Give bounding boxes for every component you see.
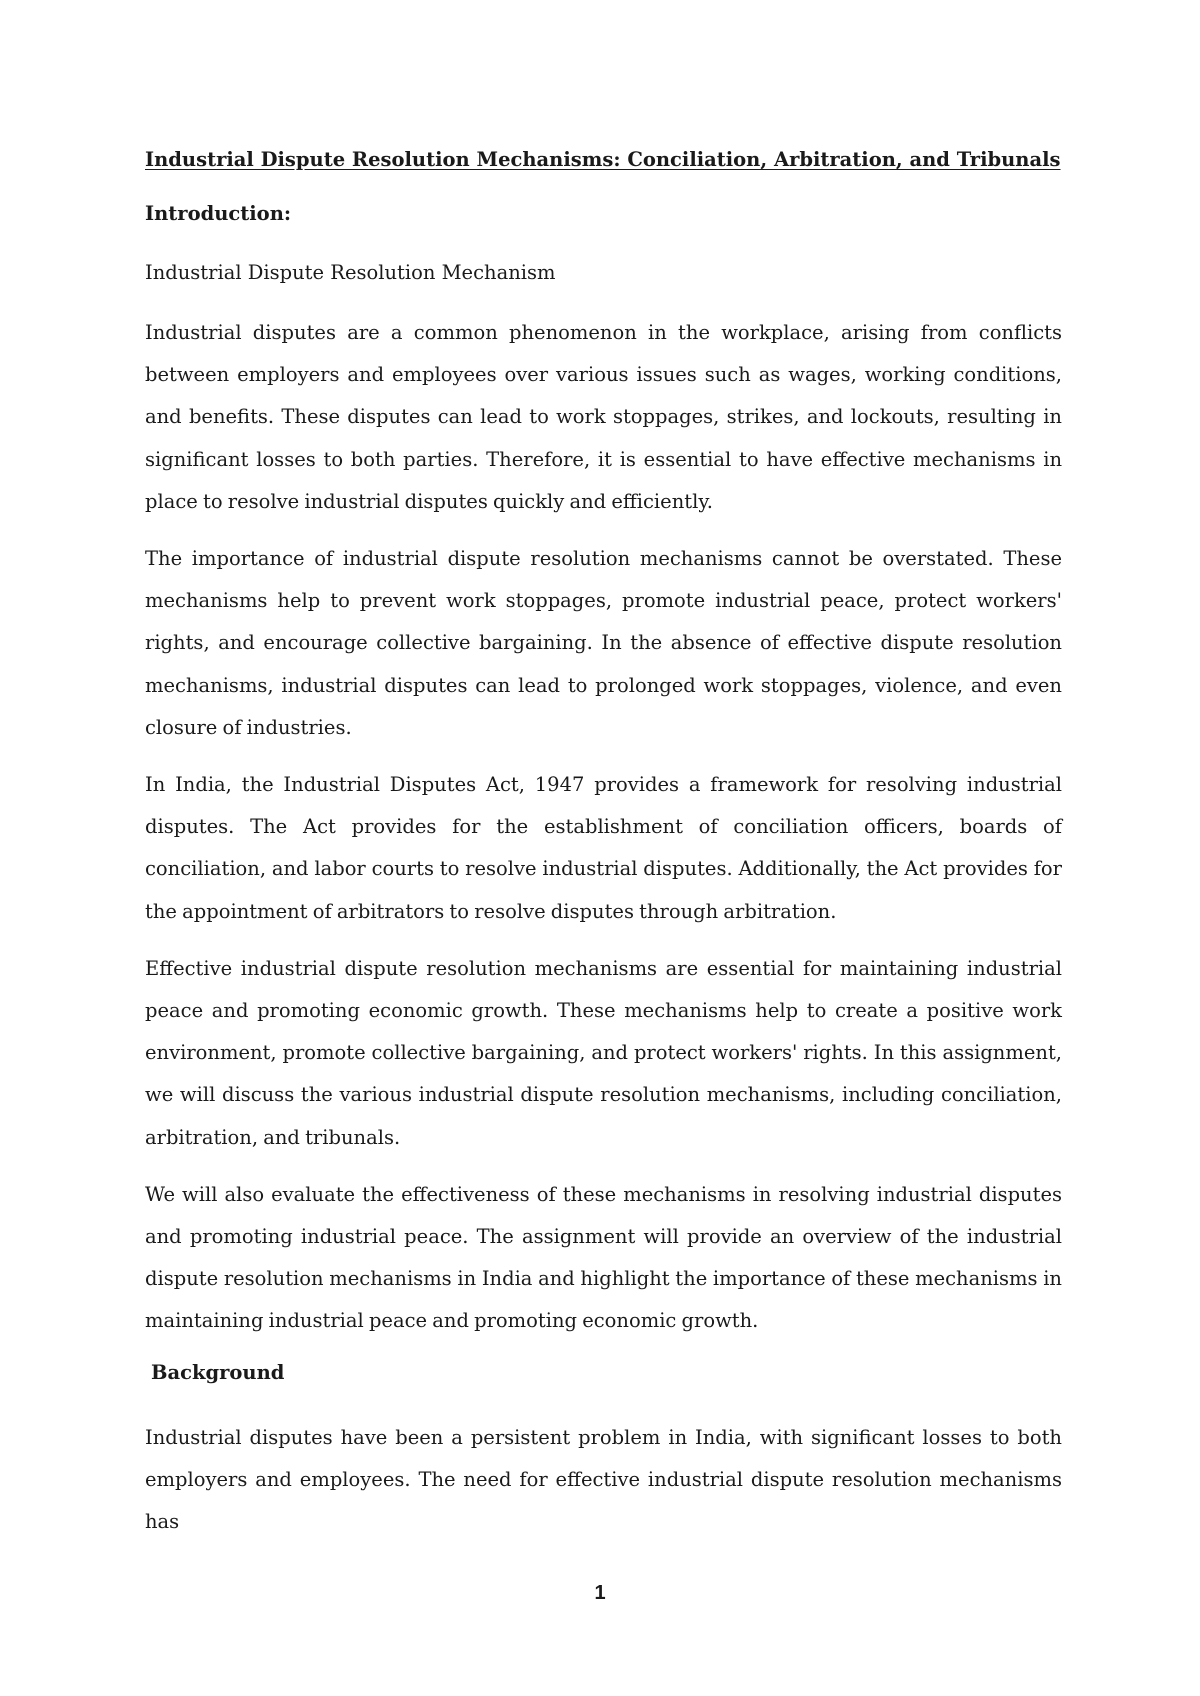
page-number: 1 [594, 1582, 606, 1604]
page-content [145, 145, 1062, 1558]
background-heading: Background [151, 1360, 285, 1384]
body-paragraph: We will also evaluate the effectiveness of these mechanisms in resolving industrial disputes and promoting industrial peace. The assignment will provide an overview of the industrial dispute resolution mechanisms in India and highlight the importance of these mechanisms in maintaining industrial peace and promoting economic growth. [145, 1182, 1062, 1333]
introduction-subtitle: Industrial Dispute Resolution Mechanism [145, 261, 556, 284]
body-paragraph: Effective industrial dispute resolution mechanisms are essential for maintaining industrial peace and promoting economic growth. These mechanisms help to create a positive work environment, promote collective bargaining, and protect workers' rights. In this assignment, we will discuss the various industrial dispute resolution mechanisms, including conciliation, arbitration, and tribunals. [145, 956, 1062, 1149]
introduction-heading: Introduction: [145, 202, 292, 225]
document-title: Industrial Dispute Resolution Mechanisms: Conciliation, Arbitration, and Tribunals [145, 148, 1061, 171]
body-paragraph: In India, the Industrial Disputes Act, 1947 provides a framework for resolving industrial disputes. The Act provides for the establishment of conciliation officers, boards of conciliation, and labor courts to resolve industrial disputes. Additionally, the Act provides for the appointment of arbitrators to resolve disputes through arbitration. [145, 773, 1062, 923]
body-paragraph: Industrial disputes are a common phenomenon in the workplace, arising from conflicts between employers and employees over various issues such as wages, working conditions, and benefits. These disputes can lead to work stoppages, strikes, and lockouts, resulting in significant losses to both parties. Therefore, it is essential to have effective mechanisms in place to resolve industrial disputes quickly and efficiently. [145, 321, 1062, 513]
body-paragraph: The importance of industrial dispute resolution mechanisms cannot be overstated. These mechanisms help to prevent work stoppages, promote industrial peace, protect workers' rights, and encourage collective bargaining. In the absence of effective dispute resolution mechanisms, industrial disputes can lead to prolonged work stoppages, violence, and even closure of industries. [145, 547, 1062, 739]
background-paragraph: Industrial disputes have been a persistent problem in India, with significant losses to both employers and employees. The need for effective industrial dispute resolution mechanisms has [145, 1425, 1062, 1534]
